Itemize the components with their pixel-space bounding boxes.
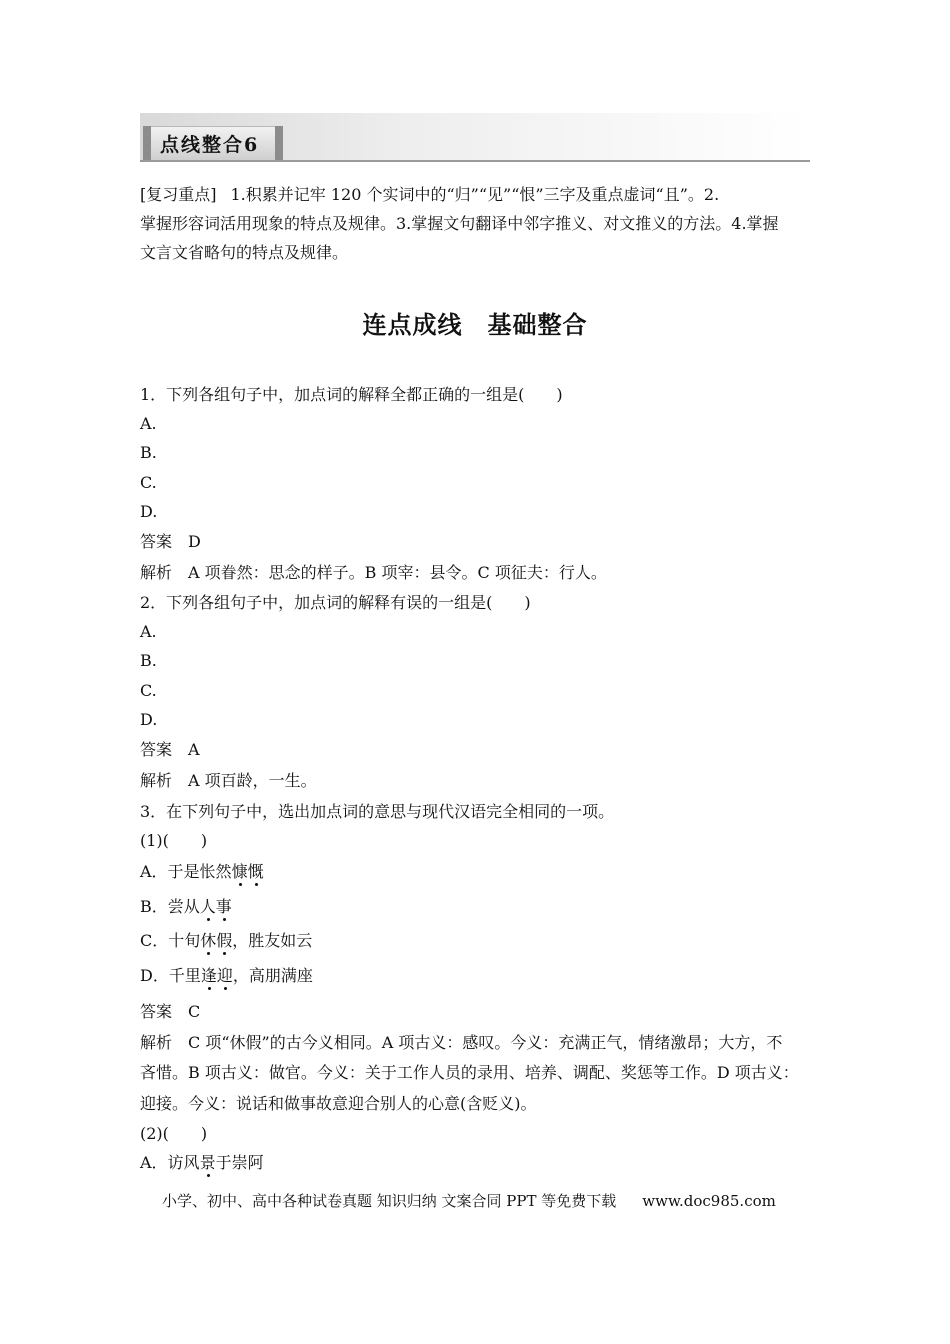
- q3-2a-text: A．访风: [140, 1153, 200, 1172]
- header-rule: [140, 160, 810, 162]
- q3-sub1: (1)( ): [140, 831, 208, 850]
- q3-c-text-post: ，胜友如云: [232, 931, 313, 950]
- q3-option-c: [140, 931, 312, 951]
- q3-stem: 3．在下列句子中，选出加点词的意思与现代汉语完全相同的一项。: [140, 802, 615, 821]
- q3-answer-value: C: [188, 1002, 201, 1021]
- q1-analysis-row: [140, 563, 607, 583]
- q3-d-text: D．千里: [140, 966, 201, 985]
- q3-2-option-a: [140, 1153, 264, 1173]
- q3-c-dotted-2: 假: [216, 931, 233, 950]
- q3-2a-text-post: 于崇阿: [215, 1153, 264, 1172]
- q1-option-a: A.: [140, 414, 157, 433]
- q2-option-d: D.: [140, 710, 158, 729]
- q2-option-c: C.: [140, 681, 157, 700]
- q1-option-c: C.: [140, 473, 157, 492]
- section-title: 连点成线 基础整合: [362, 310, 588, 339]
- q3-d-text-post: ，高朋满座: [232, 966, 313, 985]
- q1-analysis-label: 解析: [140, 563, 173, 582]
- q2-option-b: B.: [140, 651, 157, 670]
- q2-answer-row: [140, 740, 200, 760]
- q3-b-dotted-1: 人: [199, 897, 216, 916]
- q1-option-b: B.: [140, 443, 157, 462]
- header-tab-edge-right: [275, 126, 283, 160]
- q1-answer-value: D: [188, 532, 201, 551]
- q1-answer-row: [140, 532, 201, 552]
- footer-text: 小学、初中、高中各种试卷真题 知识归纳 文案合同 PPT 等免费下载: [162, 1192, 617, 1210]
- footer-url[interactable]: www.doc985.com: [642, 1192, 776, 1210]
- q3-analysis-row-1: [140, 1033, 782, 1053]
- q3-a-dotted-2: 慨: [247, 862, 264, 881]
- q3-analysis-label: 解析: [140, 1033, 173, 1052]
- q3-a-dotted-1: 慷: [231, 862, 248, 881]
- q3-2a-dotted-1: 景: [199, 1153, 216, 1172]
- q2-analysis-row: [140, 771, 317, 791]
- review-line-1: [140, 185, 719, 205]
- q1-stem: 1．下列各组句子中，加点词的解释全都正确的一组是( ): [140, 385, 563, 404]
- q3-analysis-row-2: 吝惜。B 项古义：做官。今义：关于工作人员的录用、培养、调配、奖惩等工作。D 项古义：: [140, 1063, 799, 1082]
- q2-stem: 2．下列各组句子中，加点词的解释有误的一组是( ): [140, 593, 531, 612]
- q3-b-dotted-2: 事: [215, 897, 232, 916]
- review-text-1: 1.积累并记牢 120 个实词中的“归”“见”“恨”三字及重点虚词“且”。2.: [230, 185, 720, 204]
- q2-analysis-text: A 项百龄，一生。: [188, 771, 317, 790]
- q3-sub2: (2)( ): [140, 1124, 208, 1143]
- q3-b-text: B．尝从: [140, 897, 200, 916]
- header-title: 点线整合6: [160, 134, 260, 156]
- q1-option-d: D.: [140, 502, 158, 521]
- review-line-3: 文言文省略句的特点及规律。: [140, 243, 349, 262]
- q2-analysis-label: 解析: [140, 771, 173, 790]
- q3-c-text: C．十旬: [140, 931, 201, 950]
- q1-analysis-text: A 项眷然：思念的样子。B 项宰：县令。C 项征夫：行人。: [188, 563, 607, 582]
- q2-answer-label: 答案: [140, 740, 173, 759]
- q3-option-d: [140, 966, 313, 986]
- q3-analysis-text-1: C 项“休假”的古今义相同。A 项古义：感叹。今义：充满正气，情绪激昂；大方，不: [188, 1033, 783, 1052]
- q3-d-dotted-1: 逢: [200, 966, 217, 985]
- footer: [162, 1190, 776, 1211]
- review-label: [复习重点]: [140, 185, 217, 204]
- q3-analysis-row-3: 迎接。今义：说话和做事故意迎合别人的心意(含贬义)。: [140, 1094, 537, 1113]
- q3-d-dotted-2: 迎: [216, 966, 233, 985]
- q2-option-a: A.: [140, 622, 157, 641]
- review-line-2: 掌握形容词活用现象的特点及规律。3.掌握文句翻译中邻字推义、对文推义的方法。4.掌握: [140, 214, 779, 233]
- q3-c-dotted-1: 休: [200, 931, 217, 950]
- header-tab-edge-left: [143, 126, 151, 160]
- q3-answer-row: [140, 1002, 200, 1022]
- q2-answer-value: A: [188, 740, 200, 759]
- q3-option-b: [140, 897, 232, 917]
- q3-a-text: A．于是怅然: [140, 862, 232, 881]
- q3-option-a: [140, 862, 264, 882]
- q3-answer-label: 答案: [140, 1002, 173, 1021]
- q1-answer-label: 答案: [140, 532, 173, 551]
